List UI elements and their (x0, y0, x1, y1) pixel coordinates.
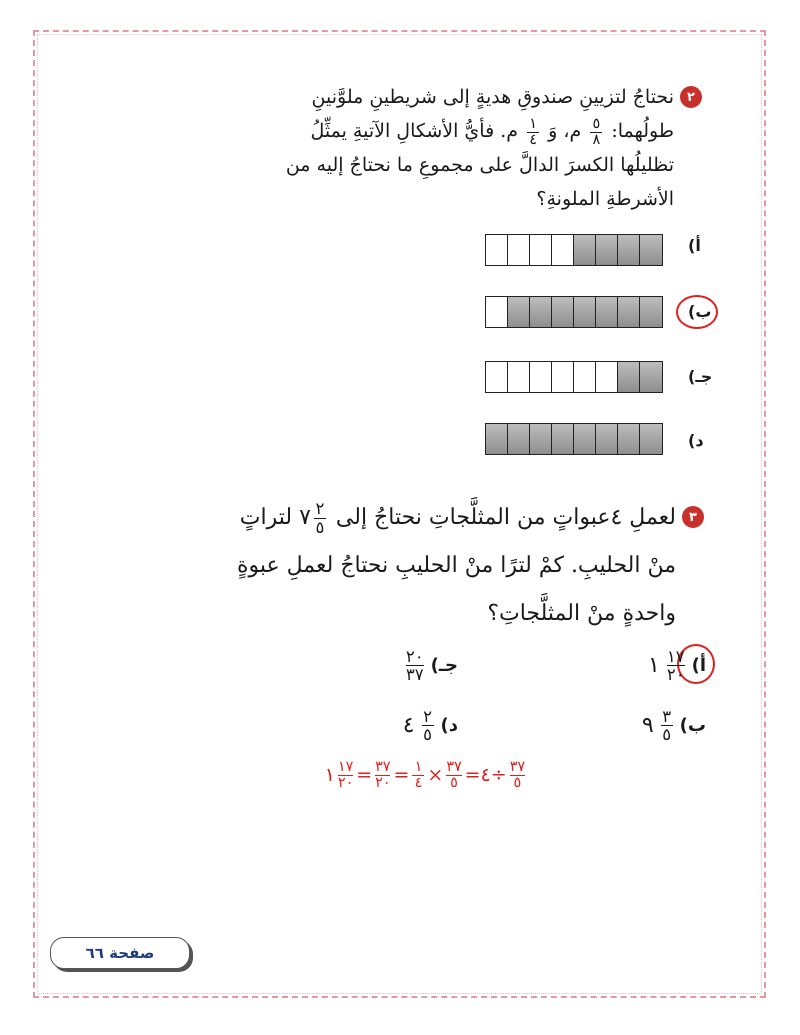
fraction-denominator: ٢٠ (666, 665, 685, 685)
page-number-tab (50, 937, 190, 969)
fraction-numerator: ٢٠ (405, 647, 424, 666)
strip-cell (508, 297, 530, 327)
fraction-denominator: ٥ (662, 725, 672, 745)
fraction-numerator: ٣ (662, 707, 672, 726)
option-b-bar[interactable] (485, 296, 663, 328)
fraction-five-eighths (590, 117, 602, 148)
answer-a-label: أ) (691, 655, 706, 677)
option-a-label[interactable]: أ) (688, 236, 701, 255)
fraction-denominator: ٤ (529, 131, 537, 148)
page-number-label: صفحة ٦٦ (85, 944, 155, 962)
fraction-denominator: ٥ (450, 774, 458, 791)
fraction-denominator: ٥ (513, 774, 522, 791)
question-3-line-1 (237, 494, 676, 542)
division-sign: ÷ (490, 764, 507, 787)
fraction-denominator: ٨ (592, 131, 601, 148)
strip-cell (508, 424, 530, 454)
question-2-line-2-prefix: طولُهما: (611, 120, 674, 142)
option-b-label[interactable]: ب) (688, 302, 712, 321)
work-fraction-4 (375, 760, 390, 791)
equals-sign: = (356, 764, 373, 787)
answer-b[interactable] (642, 708, 706, 744)
question-2-line-1: نحتاجُ لتزيينِ صندوقِ هديةٍ إلى شريطينِ ملوَّنينِ (311, 86, 674, 108)
question-3-line-1-suffix: لتراتٍ (239, 505, 293, 530)
fraction-one-quarter (527, 117, 539, 148)
work-fraction-2 (446, 760, 461, 791)
option-c-label[interactable]: جـ) (688, 367, 713, 386)
strip-cell (596, 235, 618, 265)
answer-c[interactable] (403, 648, 458, 684)
answer-d[interactable] (403, 708, 458, 744)
question-2-line-3: تظليلُها الكسرَ الدالَّ على مجموعِ ما نحتاجُ إليه من (285, 154, 674, 176)
work-result-fraction (338, 760, 353, 791)
strip-cell (574, 235, 596, 265)
fraction-denominator: ٣٧ (405, 665, 424, 685)
answer-c-label: جـ) (430, 655, 458, 677)
answer-c-fraction (406, 648, 424, 684)
fraction-denominator: ٢٠ (337, 774, 354, 791)
answer-d-fraction (422, 708, 434, 744)
strip-cell (486, 297, 508, 327)
question-2-line-2 (286, 114, 674, 148)
strip-cell (618, 297, 640, 327)
strip-cell (530, 235, 552, 265)
fraction-numerator: ٣٧ (446, 759, 462, 775)
question-2-line-4: الأشرطةِ الملونةِ؟ (536, 188, 674, 210)
strip-cell (552, 424, 574, 454)
fraction-denominator: ٢٠ (375, 774, 391, 791)
answer-a-fraction (667, 648, 685, 684)
question-3-number-badge (682, 506, 704, 528)
fraction-two-fifths (314, 500, 326, 536)
work-fraction-3 (412, 760, 424, 791)
answer-b-label: ب) (679, 715, 706, 737)
answer-b-fraction (661, 708, 673, 744)
fraction-denominator: ٥ (315, 517, 325, 537)
fraction-numerator: ١ (529, 115, 537, 132)
strip-cell (618, 235, 640, 265)
question-3-line-2: منْ الحليبِ. كمْ لترًا منْ الحليبِ نحتاجُ لعملِ عبوةٍ (236, 553, 676, 578)
strip-cell (574, 424, 596, 454)
fraction-numerator: ١ (414, 759, 423, 775)
fraction-numerator: ٢ (423, 707, 432, 726)
strip-cell (486, 235, 508, 265)
strip-cell (618, 424, 640, 454)
strip-cell (530, 362, 552, 392)
question-2-text (286, 80, 674, 216)
strip-cell (508, 235, 530, 265)
answer-b-whole: ٩ (641, 713, 654, 739)
equals-sign: = (393, 764, 410, 787)
strip-cell (596, 297, 618, 327)
strip-cell (574, 362, 596, 392)
question-2-line-2-mid: م، وَ (548, 120, 582, 142)
strip-cell (596, 424, 618, 454)
question-2-line-2-suffix: م. فأيُّ الأشكالِ الآتيةِ يمثِّلُ (310, 120, 519, 142)
strip-cell (530, 297, 552, 327)
answer-d-label: د) (440, 715, 458, 737)
strip-cell (640, 424, 662, 454)
answer-a-whole: ١ (648, 653, 660, 679)
strip-cell (574, 297, 596, 327)
strip-cell (486, 362, 508, 392)
fraction-numerator: ١٧ (337, 759, 354, 775)
fraction-numerator: ٢ (315, 499, 325, 519)
answer-a[interactable] (648, 648, 706, 684)
equals-sign: = (464, 764, 481, 787)
question-2-number: ٢ (687, 89, 695, 105)
solution-working (258, 760, 528, 791)
question-3-line-3: واحدةٍ منْ المثلَّجاتِ؟ (487, 601, 676, 626)
strip-cell (530, 424, 552, 454)
strip-cell (486, 424, 508, 454)
strip-cell (640, 362, 662, 392)
option-a-bar[interactable] (485, 234, 663, 266)
multiply-sign: × (427, 764, 444, 787)
strip-cell (508, 362, 530, 392)
strip-cell (552, 362, 574, 392)
answer-d-whole: ٤ (402, 713, 415, 739)
option-d-bar[interactable] (485, 423, 663, 455)
strip-cell (552, 235, 574, 265)
work-number-4: ٤ (480, 764, 491, 787)
fraction-numerator: ٣٧ (509, 759, 525, 775)
strip-cell (618, 362, 640, 392)
question-2-number-badge (680, 86, 702, 108)
question-3-line-1-prefix: لعملِ ٤عبواتٍ من المثلَّجاتِ نحتاجُ إلى (335, 505, 676, 530)
fraction-numerator: ٣٧ (375, 759, 391, 775)
fraction-numerator: ٥ (592, 115, 601, 132)
strip-cell (552, 297, 574, 327)
question-3-number: ٣ (689, 509, 697, 525)
option-c-bar[interactable] (485, 361, 663, 393)
fraction-numerator: ١٧ (666, 647, 685, 666)
work-fraction-1 (510, 760, 525, 791)
fraction-denominator: ٤ (414, 774, 423, 791)
work-result-whole: ١ (324, 764, 335, 787)
mixed-number-whole: ٧ (299, 505, 311, 530)
fraction-denominator: ٥ (423, 725, 432, 745)
option-d-label[interactable]: د) (688, 431, 704, 450)
strip-cell (596, 362, 618, 392)
strip-cell (640, 297, 662, 327)
strip-cell (640, 235, 662, 265)
question-3-text (237, 494, 676, 638)
